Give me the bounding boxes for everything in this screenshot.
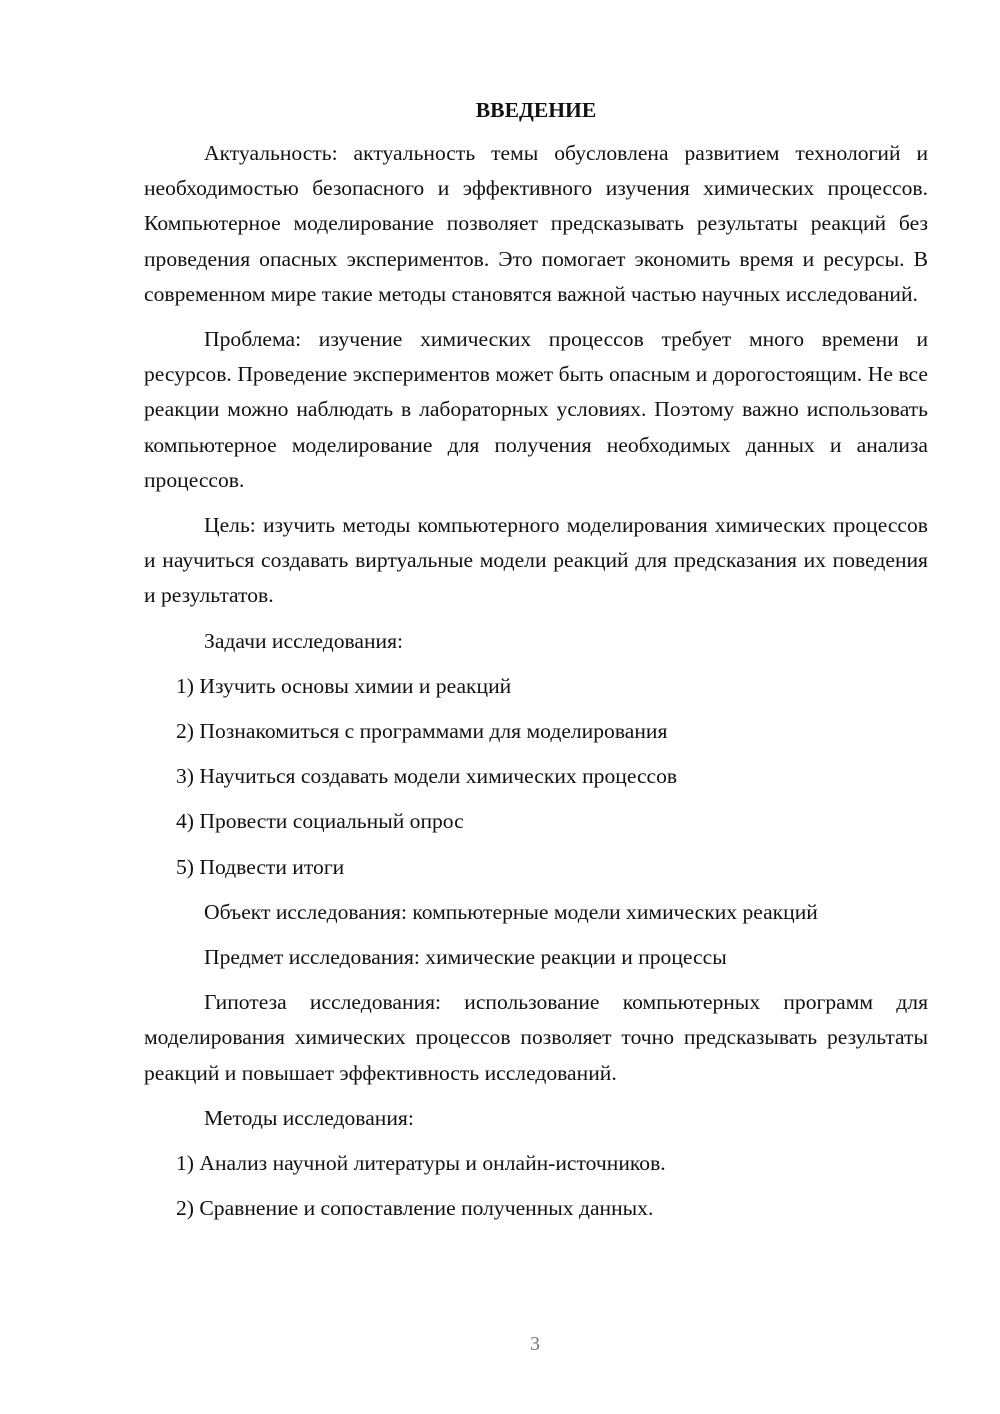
task-item: 4) Провести социальный опрос: [176, 809, 464, 834]
goal-paragraph: Цель: изучить методы компьютерного моделирования химических процессов и научиться создавать виртуальные модели реакций для предсказания их поведения и результатов.: [144, 513, 928, 608]
problem-paragraph: Проблема: изучение химических процессов требует много времени и ресурсов. Проведение экспериментов может быть опасным и дорогостоящим. Не все реакции можно наблюдать в лабораторных условиях. Поэтому важно использовать компьютерное моделирование для получения необходимых данных и анализа процессов.: [144, 327, 928, 492]
task-item: 2) Познакомиться с программами для моделирования: [176, 719, 668, 744]
subject-line: Предмет исследования: химические реакции и процессы: [204, 945, 727, 970]
relevance-paragraph: Актуальность: актуальность темы обусловлена развитием технологий и необходимостью безопасного и эффективного изучения химических процессов. Компьютерное моделирование позволяет предсказывать результаты реакций без проведения опасных экспериментов. Это помогает экономить время и ресурсы. В современном мире такие методы становятся важной частью научных исследований.: [144, 141, 928, 306]
method-item: 1) Анализ научной литературы и онлайн-источников.: [176, 1151, 666, 1176]
section-title: ВВЕДЕНИЕ: [475, 98, 597, 122]
object-line: Объект исследования: компьютерные модели химических реакций: [204, 899, 818, 924]
task-item: 3) Научиться создавать модели химических процессов: [176, 764, 678, 789]
methods-list: [144, 1146, 928, 1226]
tasks-list: [144, 669, 928, 885]
document-content: [144, 96, 928, 1236]
task-item: 5) Подвести итоги: [176, 854, 345, 879]
method-item: 2) Сравнение и сопоставление полученных данных.: [176, 1196, 654, 1221]
hypothesis-paragraph: Гипотеза исследования: использование компьютерных программ для моделирования химических процессов позволяет точно предсказывать результаты реакций и повышает эффективность исследований.: [144, 990, 928, 1085]
tasks-heading: Задачи исследования:: [204, 628, 404, 653]
page-number: 3: [530, 1333, 540, 1355]
methods-heading: Методы исследования:: [204, 1105, 414, 1130]
task-item: 1) Изучить основы химии и реакций: [176, 673, 512, 698]
